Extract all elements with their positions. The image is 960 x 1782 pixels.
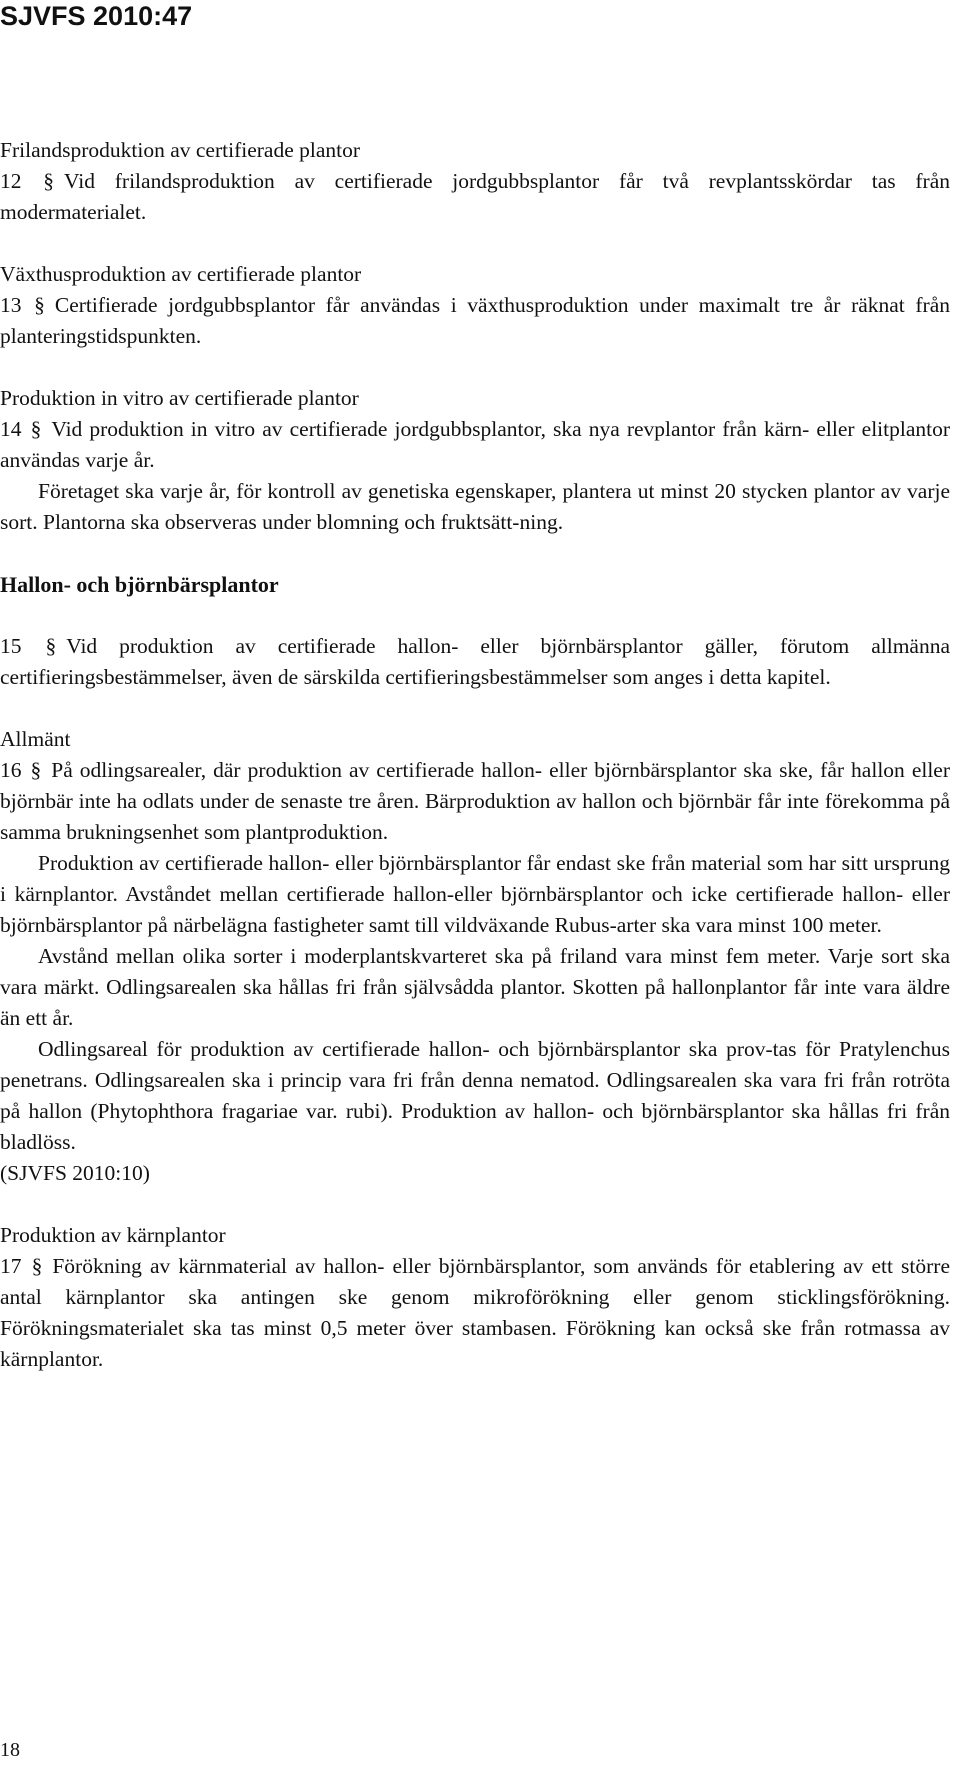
section-text: På odlingsarealer, där produktion av certifierade hallon- eller björnbärsplantor ska ske, får hallon eller björnbär inte ha odlats under de senaste tre åren. Bärproduktion av hallon och björnbär får inte förekomma på samma brukningsenhet som plantproduktion.: [0, 758, 951, 844]
section-13: [0, 290, 950, 352]
section-text: Vid produktion av certifierade hallon- eller björnbärsplantor gäller, förutom allmänna certifieringsbestämmelser, även de särskilda certifieringsbestämmelser som anges i detta kapitel.: [0, 634, 951, 689]
section-number: 16: [0, 758, 22, 782]
section-sign-icon: §: [43, 169, 55, 193]
paragraph: Avstånd mellan olika sorter i moderplantskvarteret ska på friland vara minst fem meter. Varje sort ska vara märkt. Odlingsarealen ska hållas fri från självsådda plantor. Skotten på hallonplantor får inte vara äldre än ett år.: [0, 944, 950, 1030]
reference: (SJVFS 2010:10): [0, 1161, 150, 1185]
section-text: Certifierade jordgubbsplantor får användas i växthusproduktion under maximalt tre år räknat från planteringstidspunkten.: [0, 293, 950, 348]
subheading-karnplantor: Produktion av kärnplantor: [0, 1223, 226, 1247]
subheading-vaxthus: Växthusproduktion av certifierade plantor: [0, 262, 362, 286]
subheading-friland: Frilandsproduktion av certifierade plantor: [0, 138, 361, 162]
page-number: 18: [0, 1739, 20, 1761]
document-body: [0, 135, 950, 1375]
section-number: 13: [0, 293, 22, 317]
section-12: [0, 166, 950, 228]
section-sign-icon: §: [45, 634, 57, 658]
section-text: Förökning av kärnmaterial av hallon- eller björnbärsplantor, som används för etablering av ett större antal kärnplantor ska antingen ske genom mikroförökning eller genom sticklingsförökning. Förökningsmaterialet ska tas minst 0,5 meter över stambasen. Förökning kan också ske från rotmassa av kärnplantor.: [0, 1254, 951, 1371]
section-16: [0, 755, 950, 848]
paragraph: Företaget ska varje år, för kontroll av genetiska egenskaper, plantera ut minst 20 stycken plantor av varje sort. Plantorna ska observeras under blomning och fruktsätt-ning.: [0, 479, 950, 534]
subheading-in-vitro: Produktion in vitro av certifierade plantor: [0, 386, 359, 410]
section-text: Vid frilandsproduktion av certifierade jordgubbsplantor får två revplantsskördar tas från modermaterialet.: [0, 169, 950, 224]
section-sign-icon: §: [30, 417, 42, 441]
section-number: 15: [0, 634, 22, 658]
section-17: [0, 1251, 950, 1375]
chapter-heading: Hallon- och björnbärsplantor: [0, 572, 279, 597]
section-number: 14: [0, 417, 22, 441]
section-14: [0, 414, 950, 476]
subheading-allmant: Allmänt: [0, 727, 71, 751]
document-header: SJVFS 2010:47: [0, 1, 193, 31]
section-text: Vid produktion in vitro av certifierade jordgubbsplantor, ska nya revplantor från kärn- eller elitplantor användas varje år.: [0, 417, 951, 472]
section-15: [0, 631, 950, 693]
section-sign-icon: §: [30, 758, 42, 782]
section-number: 17: [0, 1254, 22, 1278]
paragraph: Produktion av certifierade hallon- eller björnbärsplantor får endast ske från material som har sitt ursprung i kärnplantor. Avståndet mellan certifierade hallon-eller björnbärsplantor och icke certifierade hallon- eller björnbärsplantor på närbelägna fastigheter samt till vildväxande Rubus-arter ska vara minst 100 meter.: [0, 851, 950, 937]
paragraph: Odlingsareal för produktion av certifierade hallon- och björnbärsplantor ska prov-tas för Pratylenchus penetrans. Odlingsarealen ska i princip vara fri från denna nematod. Odlingsarealen ska vara fri från rotröta på hallon (Phytophthora fragariae var. rubi). Produktion av hallon- och björnbärsplantor ska hållas fri från bladlöss.: [0, 1037, 950, 1154]
section-sign-icon: §: [31, 1254, 43, 1278]
section-sign-icon: §: [34, 293, 45, 317]
section-number: 12: [0, 169, 22, 193]
